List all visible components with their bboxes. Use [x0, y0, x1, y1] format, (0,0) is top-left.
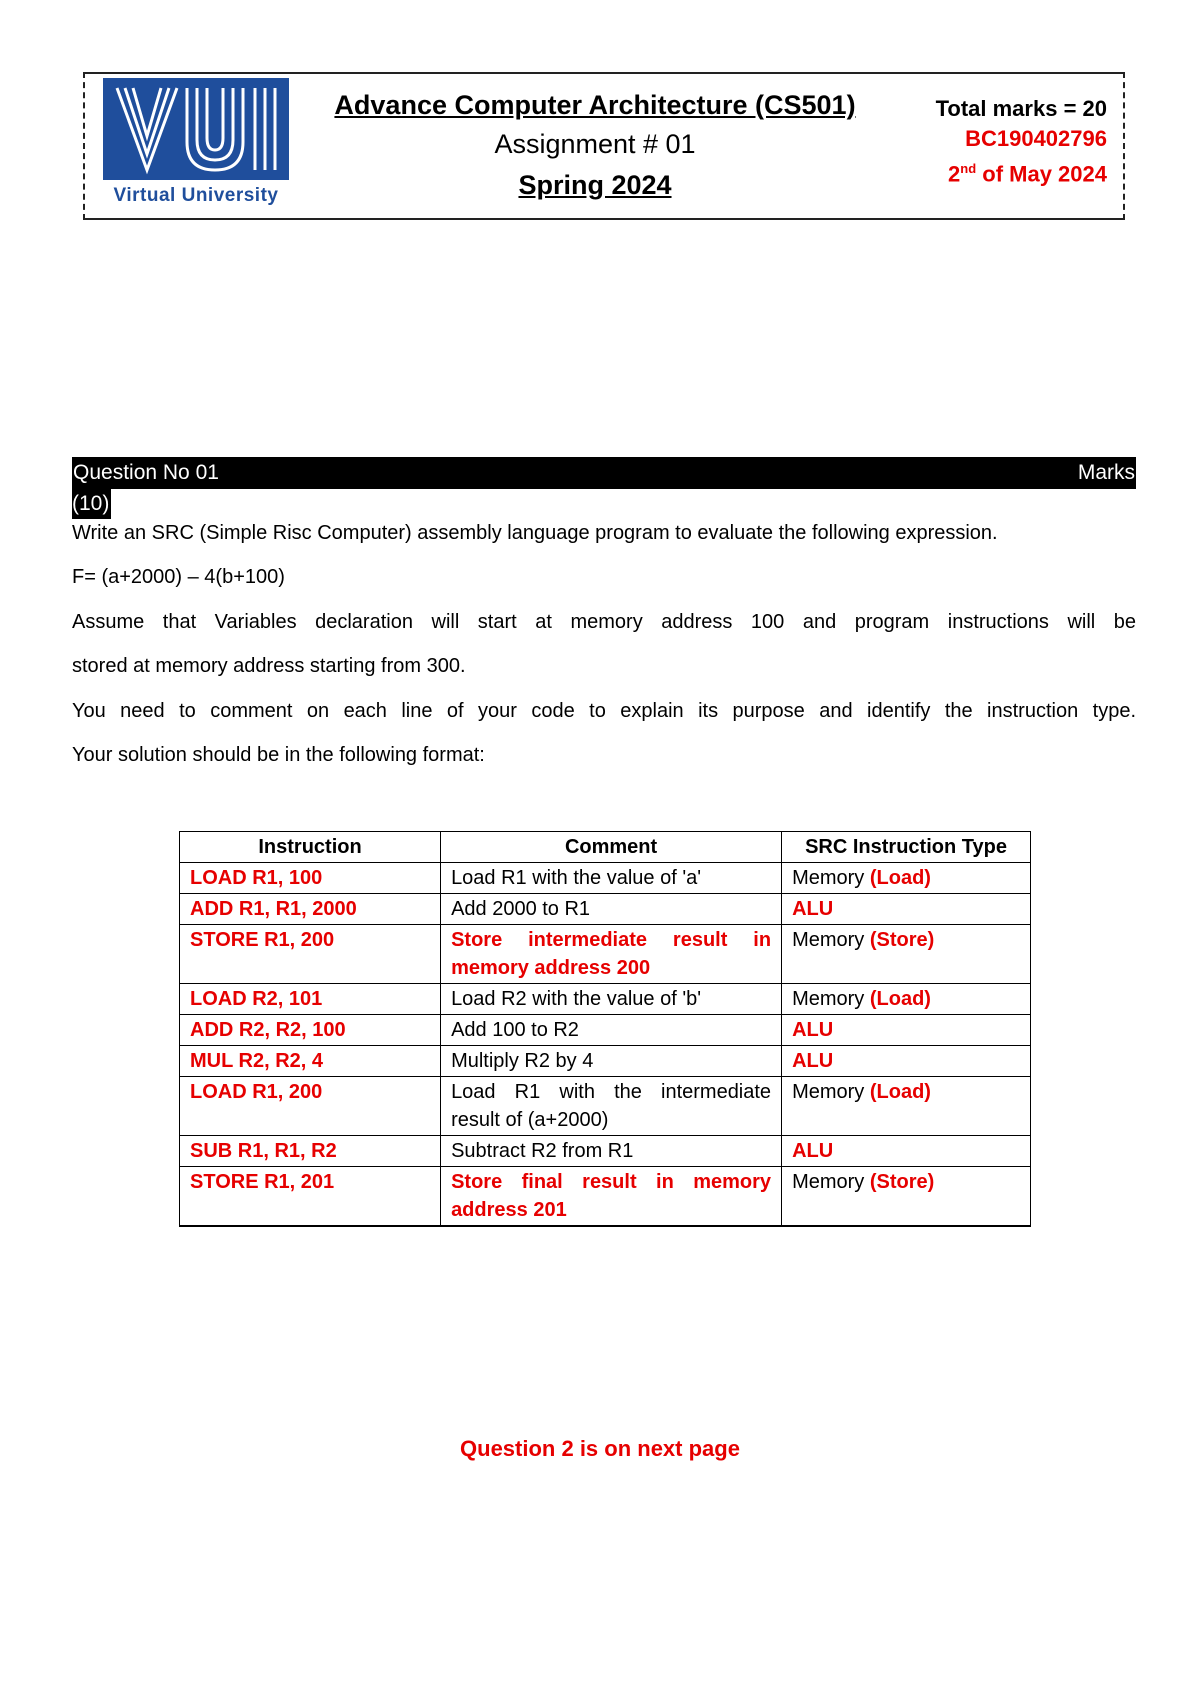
- question-marks-label: Marks: [1077, 461, 1135, 484]
- row-type: [782, 863, 1031, 894]
- table-row: [180, 925, 1031, 984]
- row-type-sub: (Store): [869, 1171, 935, 1193]
- table-row: [180, 1015, 1031, 1046]
- assignment-header: [83, 72, 1125, 220]
- title-block: [325, 86, 865, 206]
- vu-logo-mark: [103, 78, 289, 180]
- date-day: 2: [948, 161, 961, 187]
- table-row: [180, 1167, 1031, 1227]
- row-type: [782, 1077, 1031, 1136]
- row-type-sub: ALU: [792, 898, 834, 920]
- row-type: [782, 1046, 1031, 1077]
- row-instruction: LOAD R1, 100: [180, 863, 441, 894]
- next-page-note: Question 2 is on next page: [460, 1436, 740, 1461]
- row-instruction: SUB R1, R1, R2: [180, 1136, 441, 1167]
- date-rest: of May 2024: [976, 161, 1107, 187]
- row-instruction: LOAD R2, 101: [180, 984, 441, 1015]
- meta-block: [907, 94, 1107, 189]
- vu-logo: [103, 78, 289, 213]
- row-type-sub: ALU: [792, 1140, 834, 1162]
- row-type-sub: (Store): [869, 929, 935, 951]
- assumption-line-1: Assume that Variables declaration will start at memory address 100 and program instructions will be: [72, 611, 1136, 633]
- question-header-bar: [72, 457, 1136, 489]
- row-instruction: STORE R1, 200: [180, 925, 441, 984]
- row-type-sub: ALU: [792, 1050, 834, 1072]
- table-row: [180, 863, 1031, 894]
- row-comment: Add 100 to R2: [441, 1015, 782, 1046]
- row-type: [782, 984, 1031, 1015]
- question-marks-value: (10): [72, 489, 111, 519]
- table-row: [180, 1046, 1031, 1077]
- submission-date: [907, 154, 1107, 189]
- header-comment: Comment: [441, 832, 782, 863]
- total-marks: Total marks = 20: [935, 96, 1107, 121]
- row-type-sub: (Load): [869, 988, 931, 1010]
- assumption-line-2: stored at memory address starting from 300.: [72, 655, 466, 677]
- table-row: [180, 1077, 1031, 1136]
- instructions-line-2: Your solution should be in the following format:: [72, 744, 485, 766]
- course-title: Advance Computer Architecture (CS501): [334, 90, 856, 120]
- row-type-main: Memory: [792, 929, 865, 951]
- row-type-sub: (Load): [869, 867, 931, 889]
- row-comment: Add 2000 to R1: [441, 894, 782, 925]
- table-header-row: [180, 832, 1031, 863]
- row-comment: Load R2 with the value of 'b': [441, 984, 782, 1015]
- row-instruction: ADD R1, R1, 2000: [180, 894, 441, 925]
- row-type-sub: ALU: [792, 1019, 834, 1041]
- header-instruction-type: SRC Instruction Type: [782, 832, 1031, 863]
- assignment-title: Assignment # 01: [494, 129, 696, 159]
- src-solution-table: [179, 831, 1031, 1227]
- row-type: [782, 1167, 1031, 1227]
- row-type-sub: (Load): [869, 1081, 931, 1103]
- row-type-main: Memory: [792, 1081, 865, 1103]
- row-comment: Multiply R2 by 4: [441, 1046, 782, 1077]
- row-comment: Store intermediate result in memory address 200: [441, 925, 782, 984]
- question-prompt: Write an SRC (Simple Risc Computer) assembly language program to evaluate the following expression.: [72, 522, 998, 544]
- semester-title: Spring 2024: [518, 170, 672, 200]
- row-comment: Store final result in memory address 201: [441, 1167, 782, 1227]
- question-label: Question No 01: [73, 461, 219, 484]
- row-type: [782, 1136, 1031, 1167]
- table-row: [180, 984, 1031, 1015]
- instructions-line-1: You need to comment on each line of your code to explain its purpose and identify the instruction type.: [72, 700, 1136, 722]
- row-instruction: LOAD R1, 200: [180, 1077, 441, 1136]
- header-instruction: Instruction: [180, 832, 441, 863]
- vu-logo-glyph: [103, 78, 289, 180]
- row-instruction: ADD R2, R2, 100: [180, 1015, 441, 1046]
- row-type: [782, 925, 1031, 984]
- row-comment: Load R1 with the value of 'a': [441, 863, 782, 894]
- table-row: [180, 894, 1031, 925]
- row-type: [782, 894, 1031, 925]
- date-suffix: nd: [960, 161, 977, 176]
- row-type-main: Memory: [792, 867, 865, 889]
- row-instruction: STORE R1, 201: [180, 1167, 441, 1227]
- row-type-main: Memory: [792, 988, 865, 1010]
- question-expression: F= (a+2000) – 4(b+100): [72, 566, 285, 588]
- student-id: BC190402796: [965, 126, 1107, 151]
- row-comment: Subtract R2 from R1: [441, 1136, 782, 1167]
- row-comment: Load R1 with the intermediate result of (a+2000): [441, 1077, 782, 1136]
- row-instruction: MUL R2, R2, 4: [180, 1046, 441, 1077]
- vu-logo-text: Virtual University: [113, 185, 279, 206]
- table-row: [180, 1136, 1031, 1167]
- row-type-main: Memory: [792, 1171, 865, 1193]
- row-type: [782, 1015, 1031, 1046]
